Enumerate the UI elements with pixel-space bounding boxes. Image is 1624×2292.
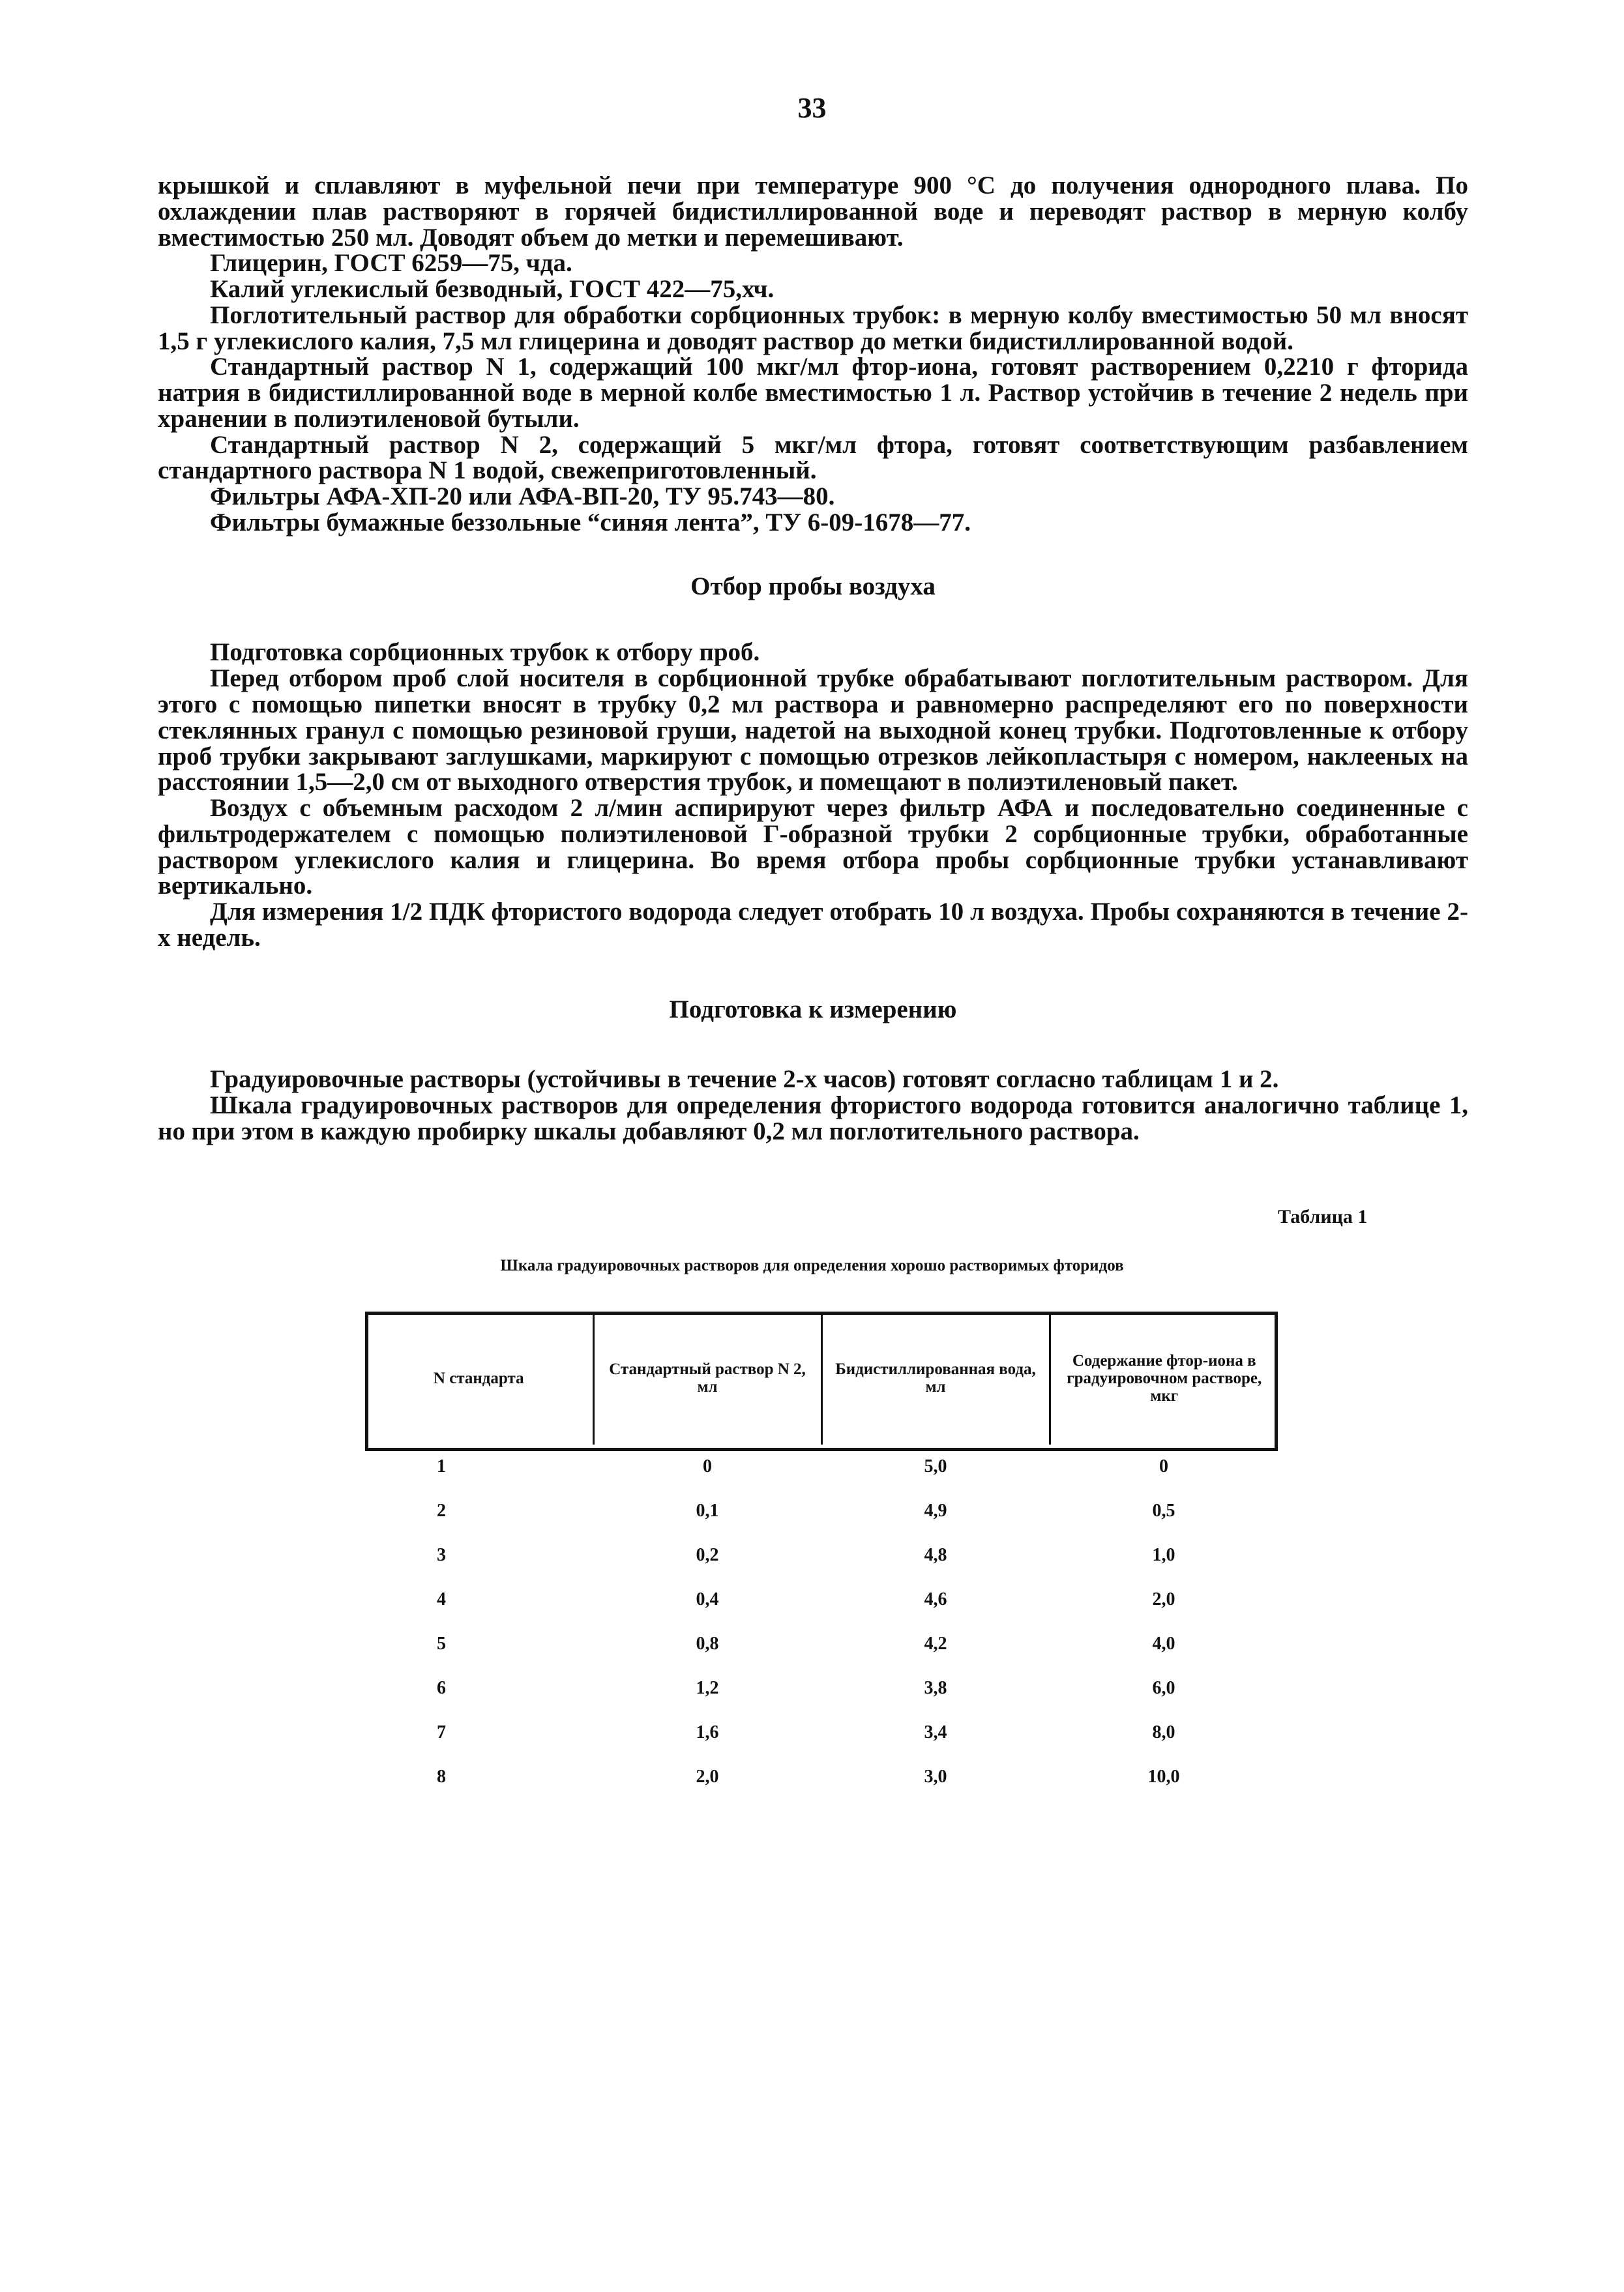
table-row — [365, 1755, 1278, 1799]
table-cell: 4,8 — [924, 1545, 947, 1565]
table-row — [365, 1711, 1278, 1755]
table-cell: 0,8 — [696, 1634, 719, 1654]
paragraph: Глицерин, ГОСТ 6259—75, чда. — [210, 249, 572, 278]
paragraph: Поглотительный раствор для обработки сорбционных трубок: в мерную колбу вместимостью 50 мл вносят 1,5 г углекислого калия, 7,5 мл глицерина и доводят раствор до метки бидистиллированной водой. — [158, 301, 1468, 355]
table-cell: 1,2 — [696, 1678, 719, 1698]
paragraph: Фильтры АФА-ХП-20 или АФА-ВП-20, ТУ 95.743—80. — [210, 482, 835, 511]
table-cell: 2,0 — [696, 1767, 719, 1787]
table-label: Таблица 1 — [1278, 1206, 1368, 1227]
paragraph: Градуировочные растворы (устойчивы в течение 2-х часов) готовят согласно таблицам 1 и 2. — [210, 1065, 1279, 1094]
paragraph: Перед отбором проб слой носителя в сорбционной трубке обрабатывают поглотительным раствором. Для этого с помощью пипетки вносят в трубку 0,2 мл раствора и равномерно распределяют его по поверхности стеклянных гранул с помощью резиновой груши, надетой на выходной конец трубки. Подготовленные к отбору проб трубки закрывают заглушками, маркируют с помощью отрезков лейкопластыря с номером, наклееных на расстоянии 1,5—2,0 см от выходного отверстия трубок, и помещают в полиэтиленовый пакет. — [158, 664, 1468, 797]
paragraph: Стандартный раствор N 2, содержащий 5 мкг/мл фтора, готовят соответствующим разбавлением стандартного раствора N 1 водой, свежеприготовленный. — [158, 430, 1468, 485]
table-row — [365, 1489, 1278, 1533]
column-header: Бидистиллированная вода, мл — [821, 1312, 1050, 1445]
column-header: N стандарта — [433, 1369, 524, 1387]
table-cell: 4,2 — [924, 1634, 947, 1654]
column-header: Содержание фтор-иона в градуировочном растворе, мкг — [1050, 1312, 1278, 1445]
page-number: 33 — [797, 92, 827, 124]
paragraph: Воздух с объемным расходом 2 л/мин аспирируют через фильтр АФА и последовательно соединенные с фильтродержателем с помощью полиэтиленовой Г-образной трубки 2 сорбционные трубки, обработанные раствором углекислого калия и глицерина. Во время отбора пробы сорбционные трубки устанавливают вертикально. — [158, 794, 1468, 900]
paragraph: Подготовка сорбционных трубок к отбору проб. — [210, 638, 760, 667]
table-cell: 0 — [1159, 1456, 1168, 1477]
table-row — [365, 1578, 1278, 1622]
table-cell: 3 — [437, 1545, 446, 1565]
table-cell: 4,6 — [924, 1589, 947, 1609]
table-cell: 0,5 — [1152, 1501, 1175, 1521]
table-title: Шкала градуировочных растворов для определения хорошо растворимых фторидов — [500, 1257, 1124, 1274]
table-cell: 5 — [437, 1634, 446, 1654]
table-cell: 8,0 — [1152, 1722, 1175, 1742]
section-heading-sampling: Отбор пробы воздуха — [690, 572, 936, 600]
calibration-table — [365, 1312, 1278, 1799]
table-row — [365, 1666, 1278, 1711]
table-header-row — [365, 1312, 1278, 1445]
paragraph: Шкала градуировочных растворов для определения фтористого водорода готовится аналогично таблице 1, но при этом в каждую пробирку шкалы добавляют 0,2 мл поглотительного раствора. — [158, 1091, 1468, 1145]
table-cell: 7 — [437, 1722, 446, 1742]
table-row — [365, 1622, 1278, 1666]
table-cell: 3,4 — [924, 1722, 947, 1742]
table-cell: 0,4 — [696, 1589, 719, 1609]
table-cell: 0,2 — [696, 1545, 719, 1565]
table-cell: 2 — [437, 1501, 446, 1521]
table-cell: 6,0 — [1152, 1678, 1175, 1698]
table-row — [365, 1533, 1278, 1578]
paragraph: Для измерения 1/2 ПДК фтористого водорода следует отобрать 10 л воздуха. Пробы сохраняются в течение 2-х недель. — [158, 898, 1468, 952]
table-cell: 10,0 — [1147, 1767, 1180, 1787]
section-heading-preparation: Подготовка к измерению — [669, 995, 957, 1023]
table-cell: 2,0 — [1152, 1589, 1175, 1609]
table-cell: 5,0 — [924, 1456, 947, 1477]
table-cell: 1 — [437, 1456, 446, 1477]
column-header: Стандартный раствор N 2, мл — [593, 1312, 821, 1445]
table-cell: 0,1 — [696, 1501, 719, 1521]
paragraph: крышкой и сплавляют в муфельной печи при температуре 900 °С до получения однородного плава. По охлаждении плав растворяют в горячей бидистиллированной воде и переводят раствор в мерную колбу вместимостью 250 мл. Доводят объем до метки и перемешивают. — [158, 171, 1468, 252]
table-cell: 8 — [437, 1767, 446, 1787]
table-cell: 4,0 — [1152, 1634, 1175, 1654]
table-cell: 3,8 — [924, 1678, 947, 1698]
body-text — [158, 173, 1468, 1145]
table-cell: 6 — [437, 1678, 446, 1698]
table-cell: 4,9 — [924, 1501, 947, 1521]
table-cell: 4 — [437, 1589, 446, 1609]
table-cell: 1,6 — [696, 1722, 719, 1742]
table-cell: 1,0 — [1152, 1545, 1175, 1565]
paragraph: Фильтры бумажные беззольные “синяя лента”, ТУ 6-09-1678—77. — [210, 508, 971, 536]
table-cell: 0 — [703, 1456, 712, 1477]
paragraph: Стандартный раствор N 1, содержащий 100 мкг/мл фтор-иона, готовят растворением 0,2210 г фторида натрия в бидистиллированной воде в мерной колбе вместимостью 1 л. Раствор устойчив в течение 2 недель при хранении в полиэтиленовой бутыли. — [158, 353, 1468, 433]
table-cell: 3,0 — [924, 1767, 947, 1787]
table-row — [365, 1445, 1278, 1489]
paragraph: Калий углекислый безводный, ГОСТ 422—75,хч. — [210, 275, 775, 304]
